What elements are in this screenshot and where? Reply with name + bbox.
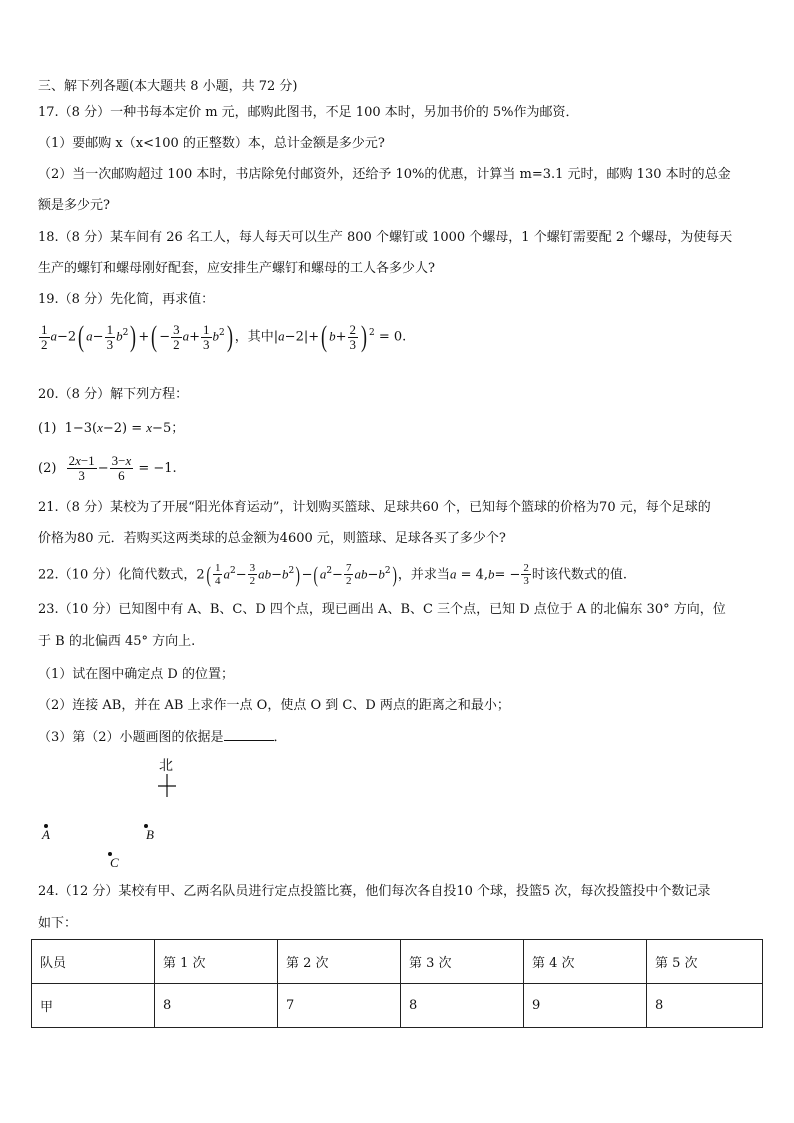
q18-line2: 生产的螺钉和螺母刚好配套，应安排生产螺钉和螺母的工人各多少人? bbox=[38, 261, 435, 276]
table-cell: 8 bbox=[401, 984, 524, 1028]
table-header-cell: 第 1 次 bbox=[155, 940, 278, 984]
q19-stem: 19.（8 分）先化简，再求值： bbox=[38, 292, 215, 307]
table-header-cell: 队员 bbox=[32, 940, 155, 984]
point-a-label: A bbox=[42, 827, 50, 842]
q17-part2-line2: 额是多少元? bbox=[38, 198, 110, 213]
north-label: 北 bbox=[159, 758, 173, 774]
point-c-label: C bbox=[110, 855, 119, 870]
q20-part1-label: (1) bbox=[38, 421, 57, 436]
table-row bbox=[32, 984, 763, 1028]
q24-line2: 如下： bbox=[38, 916, 78, 931]
q23-part3-text: （3）第（2）小题画图的依据是 bbox=[38, 730, 224, 745]
q20-part1: (1) 1−3(x−2) = x−5； bbox=[38, 420, 185, 436]
table-header-cell: 第 5 次 bbox=[647, 940, 763, 984]
q22-stem: 22.（10 分）化简代数式， bbox=[38, 567, 197, 583]
north-cross-icon bbox=[156, 774, 178, 798]
q19-expression: $\frac{1}{2}$ a−2( a− $\frac{1}{3}$ $b^2$) +( − $\frac{3}{2}$ a+ $\frac{1}{3}$ $b^2$) ，其中|a−2|+( b+ $\frac{2}{3}$ ) $^2$ = 0. bbox=[41, 320, 407, 353]
table-cell: 8 bbox=[647, 984, 763, 1028]
q20-part2-label: (2) bbox=[38, 461, 57, 476]
table-header-row bbox=[32, 940, 763, 984]
q23-line2: 于 B 的北偏西 45° 方向上. bbox=[38, 634, 196, 649]
q24-line1: 24.（12 分）某校有甲、乙两名队员进行定点投篮比赛，他们每次各自投10 个球，投篮5 次，每次投篮投中个数记录 bbox=[38, 884, 711, 899]
table-header-cell: 第 2 次 bbox=[278, 940, 401, 984]
q22-mid-text: ，并求当 bbox=[397, 567, 450, 583]
q17-part2-line1: （2）当一次邮购超过 100 本时，书店除免付邮资外，还给予 10%的优惠，计算当 m=3.1 元时，邮购 130 本时的总金 bbox=[38, 167, 731, 182]
table-cell: 8 bbox=[155, 984, 278, 1028]
table-header-cell: 第 3 次 bbox=[401, 940, 524, 984]
q22-line: 22.（10 分）化简代数式，2( $\frac{1}{4}$ $a^2-$ $\frac{3}{2}$ $ab-b^2)-(a^2-$ $\frac{7}{2}$ $ab-b^2$)，并求当a = 4,b= − $\frac{2}{3}$ 时该代数式的值. bbox=[38, 561, 628, 588]
table-cell: 9 bbox=[524, 984, 647, 1028]
table-cell: 7 bbox=[278, 984, 401, 1028]
q23-part2: （2）连接 AB，并在 AB 上求作一点 O，使点 O 到 C、D 两点的距离之和最小； bbox=[38, 698, 510, 713]
q20-part2: (2) $\frac{2x-1}{3}$ − $\frac{3-x}{6}$ = −1. bbox=[38, 453, 177, 483]
table-cell: 甲 bbox=[32, 984, 155, 1028]
q21-line1: 21.（8 分）某校为了开展“阳光体育运动”，计划购买篮球、足球共60 个，已知每个篮球的价格为70 元，每个足球的 bbox=[38, 500, 711, 515]
q19-where-text: ，其中 bbox=[234, 329, 274, 345]
q23-part3-end: ． bbox=[273, 730, 287, 745]
q17-part1: （1）要邮购 x（x<100 的正整数）本，总计金额是多少元? bbox=[38, 136, 385, 151]
section-title: 三、解下列各题(本大题共 8 小题，共 72 分) bbox=[38, 79, 298, 94]
q23-line1: 23.（10 分）已知图中有 A、B、C、D 四个点，现已画出 A、B、C 三个点，已知 D 点位于 A 的北偏东 30° 方向，位 bbox=[38, 602, 726, 617]
q22-tail-text: 时该代数式的值. bbox=[531, 567, 628, 583]
q18-line1: 18.（8 分）某车间有 26 名工人，每人每天可以生产 800 个螺钉或 1000 个螺母，1 个螺钉需要配 2 个螺母，为使每天 bbox=[38, 230, 733, 245]
q17-stem: 17.（8 分）一种书每本定价 m 元，邮购此图书，不足 100 本时，另加书价的 5%作为邮资． bbox=[38, 105, 579, 120]
q21-line2: 价格为80 元．若购买这两类球的总金额为4600 元，则篮球、足球各买了多少个? bbox=[38, 531, 506, 546]
q23-part3 bbox=[38, 728, 287, 747]
q23-part1: （1）试在图中确定点 D 的位置； bbox=[38, 667, 234, 682]
score-table bbox=[31, 939, 763, 1028]
answer-blank[interactable] bbox=[224, 728, 274, 741]
point-b-label: B bbox=[146, 827, 154, 842]
q20-stem: 20.（8 分）解下列方程： bbox=[38, 387, 189, 402]
table-header-cell: 第 4 次 bbox=[524, 940, 647, 984]
